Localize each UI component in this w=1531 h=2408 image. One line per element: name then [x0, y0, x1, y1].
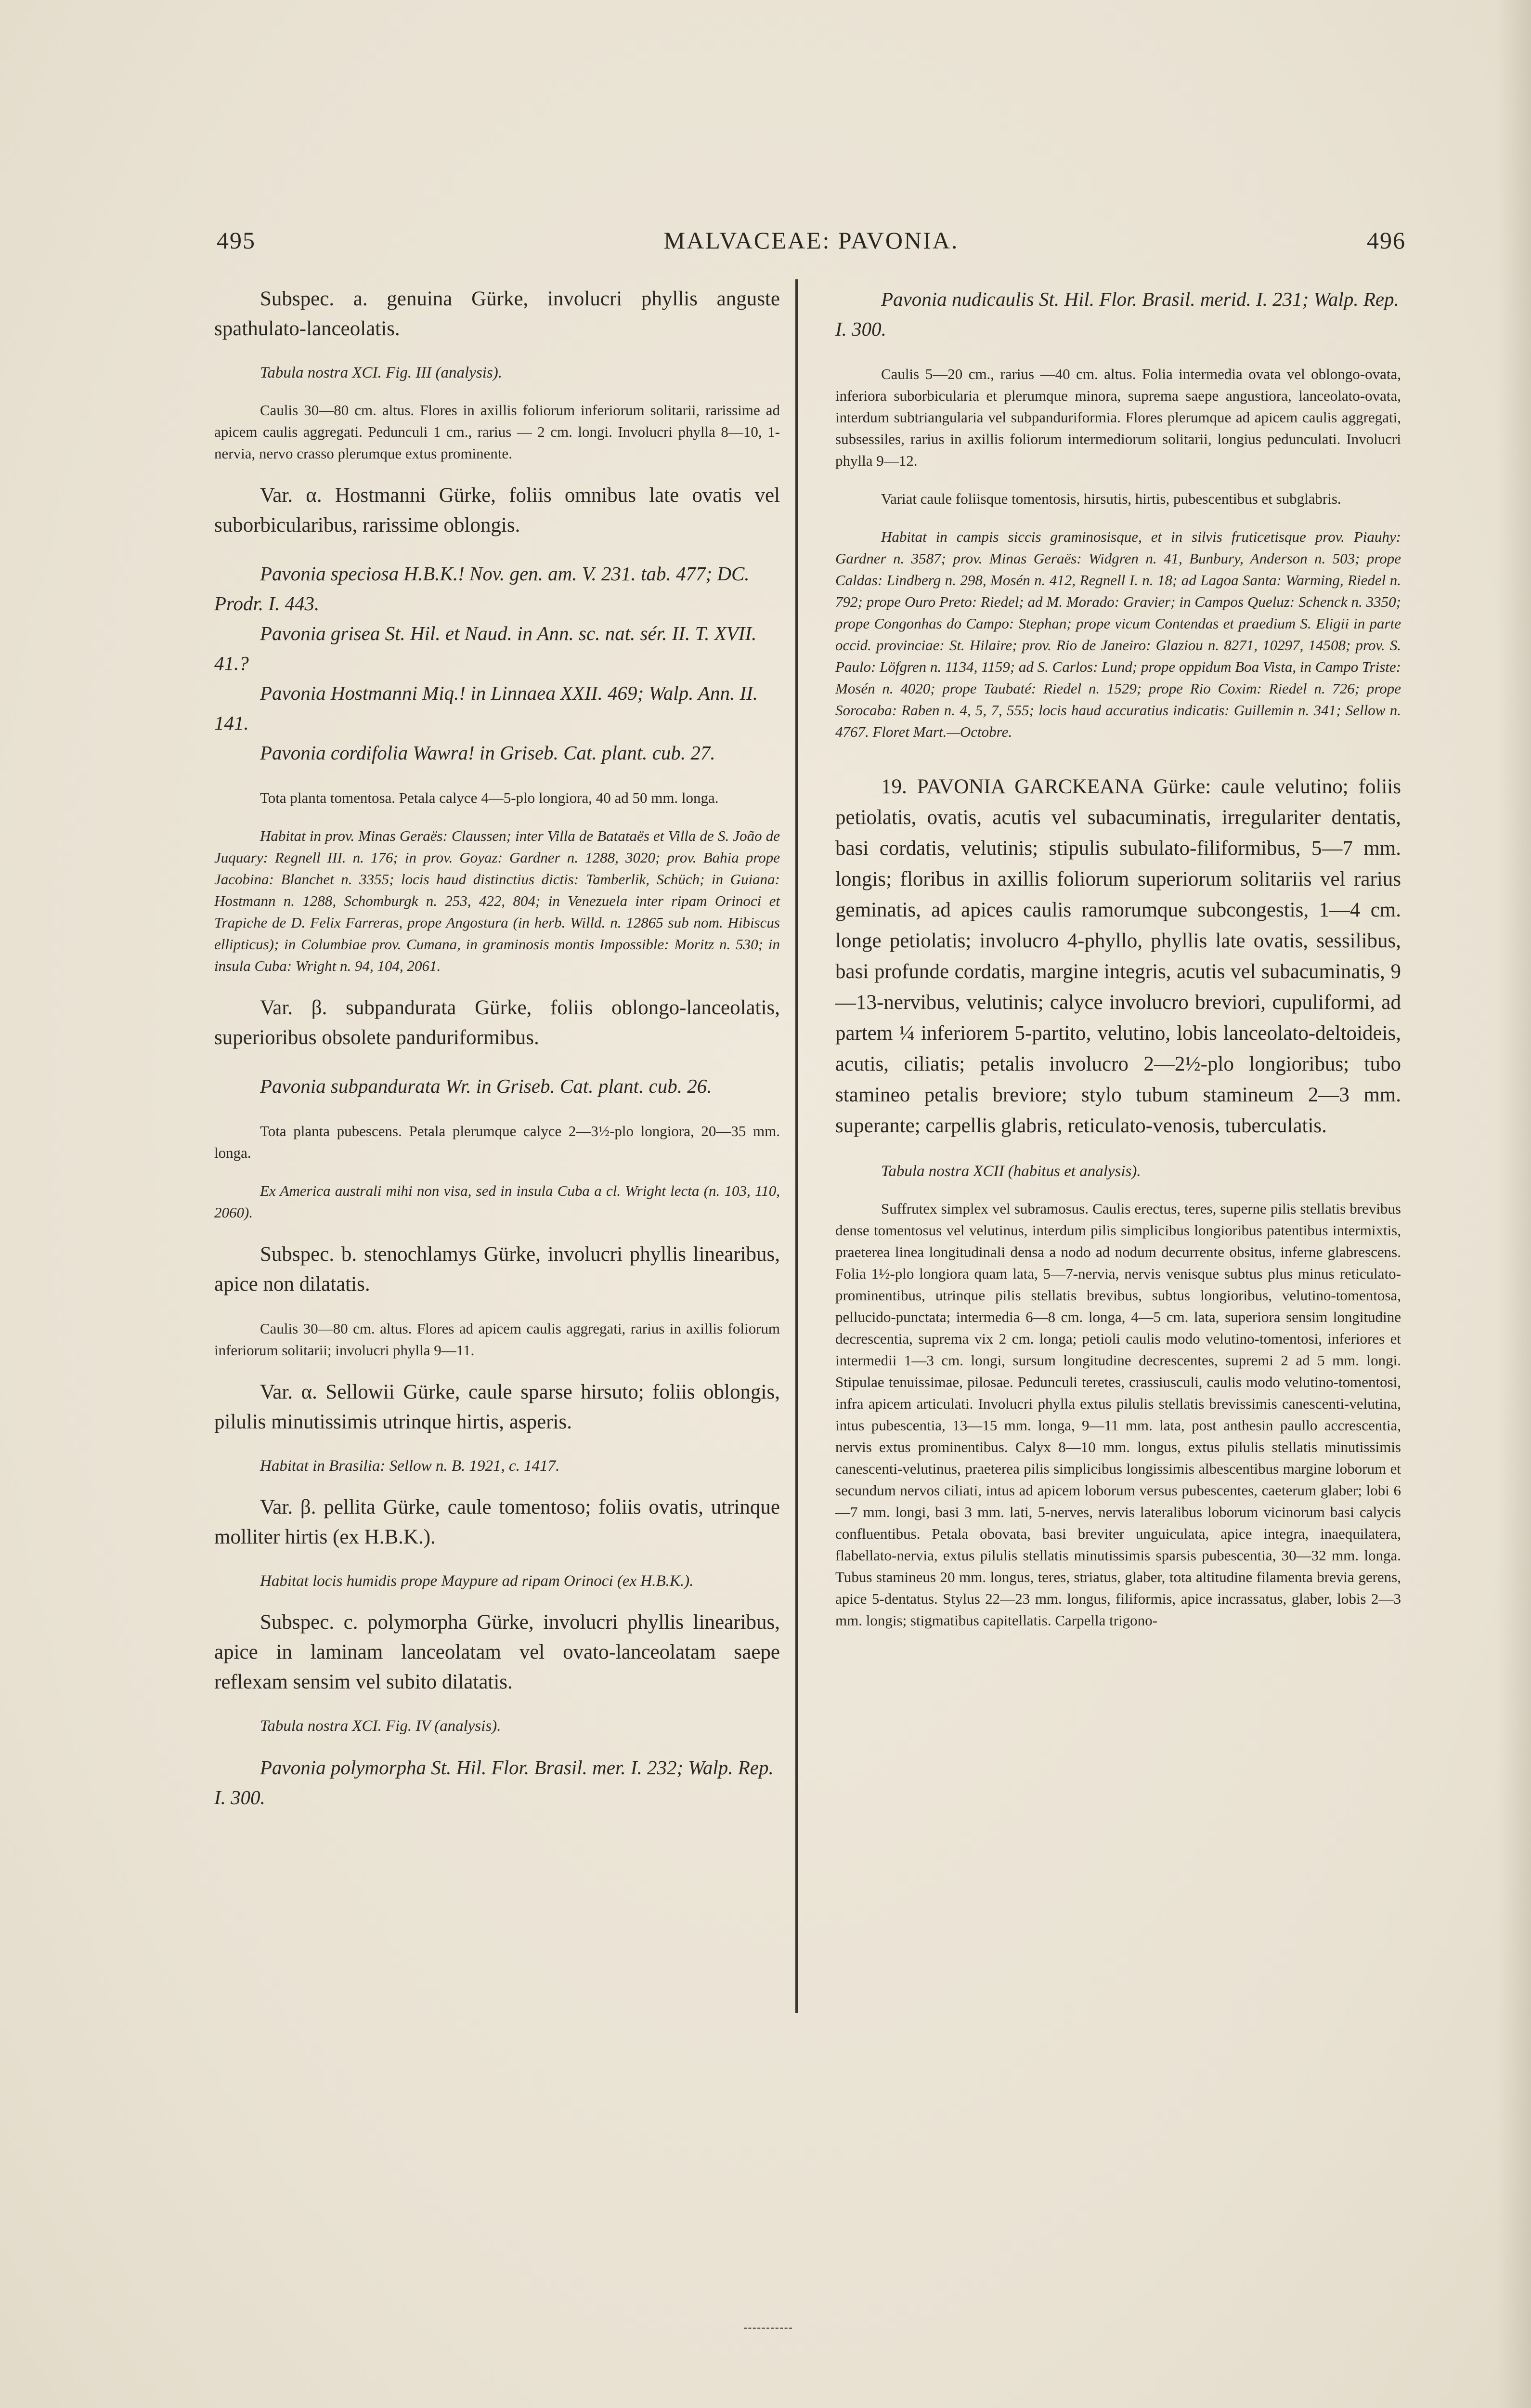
species-diagnosis: 19. PAVONIA GARCKEANA Gürke: caule velutino; foliis petiolatis, ovatis, acutis vel subacuminatis, irregulariter dentatis, basi cordatis, velutinis; stipulis subulato-filiformibus, 5—7 mm. longis; floribus in axillis foliorum superiorum solitariis vel rarius geminatis, ad apices caulis ramorumque subcongestis, 1—4 cm. longe petiolatis; involucro 4-phyllo, phyllis late ovatis, sessilibus, basi profunde cordatis, margine integris, acutis vel subacuminatis, 9—13-nervibus, velutinis; calyce involucro breviori, cupuliformi, ad partem ¼ inferiorem 5-partito, velutino, lobis lanceolato-deltoideis, acutis, ciliatis; petalis involucro 2—2½-plo longioribus; tubo stamineo petalis breviore; stylo tubum stamineum 2—3 mm. superante; carpellis glabris, reticulato-venosis, tuberculatis.	[835, 775, 1401, 1137]
citation-block	[214, 1753, 780, 1812]
description-text: Ex America australi mihi non visa, sed in insula Cuba a cl. Wright lecta (n. 103, 110, 2060).	[214, 1182, 780, 1221]
citation-line: Pavonia Hostmanni Miq.! in Linnaea XXII. 469; Walp. Ann. II. 141.	[214, 682, 758, 734]
citation-block	[214, 1071, 780, 1101]
description-text: Caulis 30—80 cm. altus. Flores ad apicem caulis aggregati, rarius in axillis foliorum inferiorum solitarii; involucri phylla 9—11.	[214, 1320, 780, 1359]
paragraph: Var. β. subpandurata Gürke, foliis oblongo-lanceolatis, superioribus obsolete panduriformibus.	[214, 996, 780, 1049]
citation-line: Pavonia cordifolia Wawra! in Griseb. Cat. plant. cub. 27.	[260, 742, 715, 764]
citation-line: Pavonia nudicaulis St. Hil. Flor. Brasil. merid. I. 231; Walp. Rep. I. 300.	[835, 288, 1399, 340]
citation-line: Pavonia grisea St. Hil. et Naud. in Ann. sc. nat. sér. II. T. XVII. 41.?	[214, 622, 757, 674]
citation-block	[835, 284, 1401, 344]
paragraph: Var. β. pellita Gürke, caule tomentoso; foliis ovatis, utrinque molliter hirtis (ex H.B.K.).	[214, 1496, 780, 1548]
description-text: Habitat in prov. Minas Geraës: Claussen; inter Villa de Batataës et Villa de S. João de Juquary: Regnell III. n. 176; in prov. Goyaz: Gardner n. 1288, 3020; prov. Bahia prope Jacobina: Blanchet n. 3355; locis haud distinctius dictis: Tamberlik, Schüch; in Guiana: Hostmann n. 1288, Schomburgk n. 253, 422, 804; in Venezuela inter ripam Orinoci et Trapiche de D. Felix Farreras, prope Angostura (in herb. Willd. n. 12865 sub nom. Hibiscus ellipticus); in Columbiae prov. Cumana, in graminosis montis Impossible: Moritz n. 530; in insula Cuba: Wright n. 94, 104, 2061.	[214, 827, 780, 974]
citation-line: Pavonia polymorpha St. Hil. Flor. Brasil. mer. I. 232; Walp. Rep. I. 300.	[214, 1756, 774, 1808]
description-text: Caulis 30—80 cm. altus. Flores in axillis foliorum inferiorum solitarii, rarissime ad apicem caulis aggregati. Pedunculi 1 cm., rarius — 2 cm. longi. Involucri phylla 8—10, 1-nervia, nervo crasso plerumque extus prominente.	[214, 402, 780, 462]
citation-line: Pavonia speciosa H.B.K.! Nov. gen. am. V. 231. tab. 477; DC. Prodr. I. 443.	[214, 563, 750, 615]
citation-line: Pavonia subpandurata Wr. in Griseb. Cat. plant. cub. 26.	[260, 1075, 712, 1097]
description-text: Suffrutex simplex vel subramosus. Caulis erectus, teres, superne pilis stellatis brevibus dense tomentosus vel velutinus, interdum pilis simplicibus longioribus patentibus intermixtis, praeterea linea longitudinali densa a nodo ad nodum decurrente obsitus, inferne glabrescens. Folia 1½-plo longiora quam lata, 5—7-nervia, nervis venisque subtus plus minus reticulato-prominentibus, utrinque pilis stellatis brevibus, subtus longioribus, velutino-tomentosa, pellucido-punctata; intermedia 6—8 cm. longa, 4—5 cm. lata, superiora sensim longitudine decrescentia, suprema vix 2 cm. longa; petioli caulis modo velutino-tomentosi, inferiores et intermedii 1—3 cm. longi, sursum longitudine decrescentes, supremi 2 ad 5 mm. longi. Stipulae tenuissimae, pilosae. Pedunculi teretes, crassiusculi, caulis modo velutino-tomentosi, infra apicem articulati. Involucri phylla extus pilulis stellatis brevissimis canescenti-velutina, intus pubescentia, 13—15 mm. longa, 9—11 mm. lata, post anthesin paullo accrescentia, nervis extus prominentibus. Calyx 8—10 mm. longus, extus pilulis stellatis minutissimis canescenti-velutinus, praeterea pilis simplicibus longissimis albescentibus margine loborum et secundum nervos ciliati, intus ad apicem loborum versus pubescentes, caeterum glaber; lobi 6—7 mm. longi, basi 3 mm. lati, 5-nerves, nervis lateralibus loborum vicinorum basi calycis confluentibus. Petala obovata, basi breviter unguiculata, apice integra, inaequilatera, flabellato-nervia, extus pilulis stellatis minutissimis sparsis pubescentia, 30—32 mm. longa. Tubus stamineus 20 mm. longus, teres, striatus, glaber, tota altitudine filamenta brevia gerens, apice 5-dentatus. Stylus 22—23 mm. longus, filiformis, apice incrassatus, glaber, lobis 2—3 mm. longis; stigmatibus capitellatis. Carpella trigono-	[835, 1200, 1401, 1629]
left-column	[214, 284, 780, 1832]
plate-caption: Tabula nostra XCI. Fig. IV (analysis).	[260, 1717, 501, 1735]
page-number-left: 495	[217, 227, 256, 254]
description-text: Habitat in campis siccis graminosisque, et in silvis fruticetisque prov. Piauhy: Gardner n. 3587; prov. Minas Geraës: Widgren n. 41, Bunbury, Anderson n. 503; prope Caldas: Lindberg n. 298, Mosén n. 412, Regnell I. n. 18; ad Lagoa Santa: Warming, Riedel n. 792; prope Ouro Preto: Riedel; ad M. Morado: Gravier; in Campos Queluz: Schenck n. 3350; prope Congonhas do Campo: Stephan; prope vicum Contendas et praedium S. Eligii in parte occid. provinciae: St. Hilaire; prov. Rio de Janeiro: Glaziou n. 8271, 10297, 14508; prov. S. Paulo: Löfgren n. 1134, 1159; ad S. Carlos: Lund; prope oppidum Boa Vista, in Campo Triste: Mosén n. 4020; prope Taubaté: Riedel n. 1529; prope Rio Coxim: Riedel n. 726; prope Sorocaba: Raben n. 4, 5, 7, 555; locis haud accuratius indicatis: Guillemin n. 341; Sellow n. 4767. Floret Mart.—Octobre.	[835, 528, 1401, 740]
paragraph: Subspec. b. stenochlamys Gürke, involucri phyllis linearibus, apice non dilatatis.	[214, 1243, 780, 1296]
paragraph: Var. α. Sellowii Gürke, caule sparse hirsuto; foliis oblongis, pilulis minutissimis utrinque hirtis, asperis.	[214, 1381, 780, 1433]
description-text: Tota planta tomentosa. Petala calyce 4—5-plo longiora, 40 ad 50 mm. longa.	[260, 789, 719, 806]
description-text: Variat caule foliisque tomentosis, hirsutis, hirtis, pubescentibus et subglabris.	[881, 490, 1341, 507]
right-column	[835, 284, 1401, 1648]
citation-block	[214, 559, 780, 768]
plate-caption: Tabula nostra XCII (habitus et analysis).	[881, 1163, 1141, 1180]
running-title: MALVACEAE: PAVONIA.	[663, 227, 959, 254]
page-number-right: 496	[1367, 227, 1406, 254]
plate-caption: Tabula nostra XCI. Fig. III (analysis).	[260, 364, 502, 381]
paragraph: Subspec. a. genuina Gürke, involucri phyllis anguste spathulato-lanceolatis.	[214, 288, 780, 340]
description-text: Caulis 5—20 cm., rarius —40 cm. altus. Folia intermedia ovata vel oblongo-ovata, inferiora suborbicularia et plerumque minora, suprema saepe angustiora, lanceolato-ovata, interdum subtriangularia vel subpanduriformia. Flores plerumque ad apicem caulis aggregati, subsessiles, rarius in axillis foliorum intermediorum solitarii, longius pedunculati. Involucri phylla 9—12.	[835, 366, 1401, 469]
running-header	[217, 226, 1406, 260]
description-text: Tota planta pubescens. Petala plerumque calyce 2—3½-plo longiora, 20—35 mm. longa.	[214, 1123, 780, 1161]
plate-caption: Habitat locis humidis prope Maypure ad ripam Orinoci (ex H.B.K.).	[260, 1572, 694, 1590]
paragraph: Subspec. c. polymorpha Gürke, involucri phyllis linearibus, apice in laminam lanceolatam vel ovato-lanceolatam saepe reflexam sensim vel subito dilatatis.	[214, 1611, 780, 1693]
binding-shadow	[1497, 0, 1531, 2408]
column-rule	[795, 279, 798, 2013]
plate-caption: Habitat in Brasilia: Sellow n. B. 1921, c. 1417.	[260, 1457, 560, 1475]
paragraph: Var. α. Hostmanni Gürke, foliis omnibus late ovatis vel suborbicularibus, rarissime oblongis.	[214, 484, 780, 537]
page-foot-mark	[744, 2328, 792, 2332]
